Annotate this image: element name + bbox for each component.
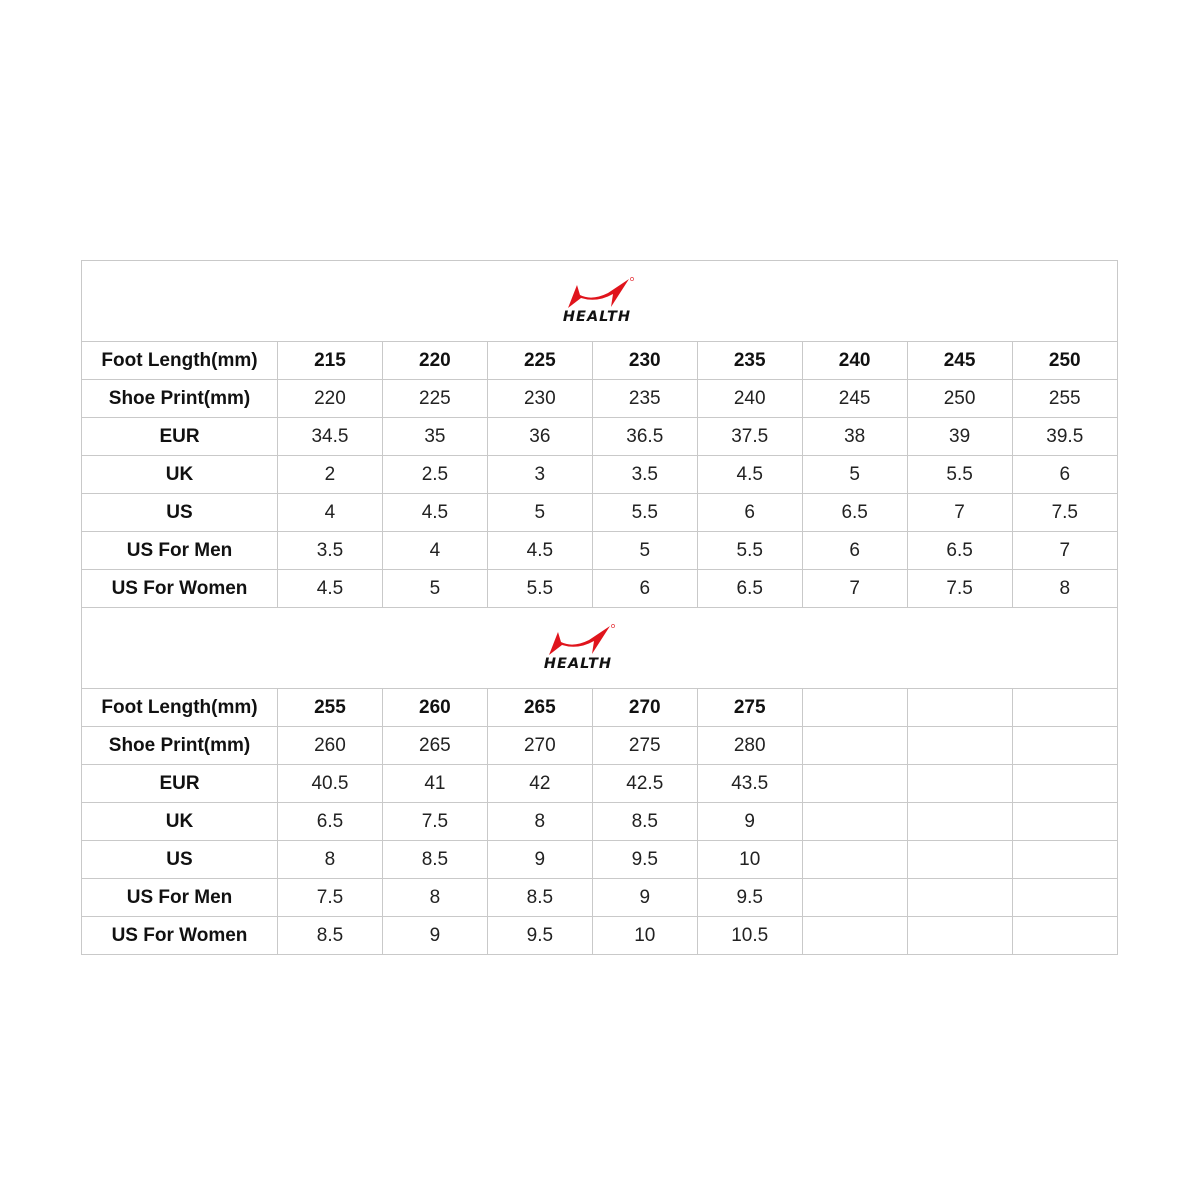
size-cell: 42 [487, 765, 592, 803]
size-cell: 9 [487, 841, 592, 879]
size-cell [1012, 917, 1117, 955]
size-cell: 8 [382, 879, 487, 917]
size-cell: 35 [382, 418, 487, 456]
table-row [82, 727, 1117, 765]
size-cell [1012, 803, 1117, 841]
table-row [82, 380, 1117, 418]
size-cell: 2 [278, 456, 383, 494]
brand-wordmark: HEALTH [543, 656, 612, 672]
size-cell: 9 [697, 803, 802, 841]
size-cell: 265 [487, 689, 592, 727]
size-cell: 10.5 [697, 917, 802, 955]
size-cell [802, 841, 907, 879]
row-label: UK [82, 803, 278, 841]
health-logo-icon [533, 622, 623, 672]
table-row [82, 879, 1117, 917]
size-cell: 10 [592, 917, 697, 955]
size-cell: 7.5 [907, 570, 1012, 608]
size-cell: 8.5 [382, 841, 487, 879]
size-cell: 41 [382, 765, 487, 803]
size-cell [1012, 689, 1117, 727]
table-row [82, 342, 1117, 380]
size-cell: 40.5 [278, 765, 383, 803]
size-cell: 4 [278, 494, 383, 532]
table-row [82, 689, 1117, 727]
size-cell: 6.5 [278, 803, 383, 841]
size-cell: 255 [1012, 380, 1117, 418]
size-cell: 7.5 [382, 803, 487, 841]
table-row [82, 532, 1117, 570]
table-row [82, 841, 1117, 879]
size-cell: 5 [382, 570, 487, 608]
size-cell: 225 [382, 380, 487, 418]
row-label: US For Men [82, 879, 278, 917]
size-cell: 8 [487, 803, 592, 841]
size-cell: 240 [802, 342, 907, 380]
size-cell: 240 [697, 380, 802, 418]
row-label: US For Men [82, 532, 278, 570]
size-cell [907, 803, 1012, 841]
size-cell: 38 [802, 418, 907, 456]
size-cell: 6 [1012, 456, 1117, 494]
brand-wordmark: HEALTH [562, 309, 631, 325]
brand-logo-row [82, 608, 1117, 689]
row-label: US For Women [82, 917, 278, 955]
size-chart [81, 260, 1118, 955]
size-cell: 235 [697, 342, 802, 380]
size-cell: 7.5 [278, 879, 383, 917]
row-label: EUR [82, 418, 278, 456]
size-cell: 6 [697, 494, 802, 532]
size-cell: 265 [382, 727, 487, 765]
size-cell: 9.5 [697, 879, 802, 917]
size-cell [802, 879, 907, 917]
table-row [82, 917, 1117, 955]
size-cell: 4 [382, 532, 487, 570]
size-cell: 260 [278, 727, 383, 765]
size-cell [802, 917, 907, 955]
size-cell: 250 [907, 380, 1012, 418]
size-cell: 4.5 [487, 532, 592, 570]
size-cell: 9 [592, 879, 697, 917]
size-cell: 3 [487, 456, 592, 494]
row-label: UK [82, 456, 278, 494]
size-cell: 9.5 [487, 917, 592, 955]
row-label: Shoe Print(mm) [82, 727, 278, 765]
size-cell: 42.5 [592, 765, 697, 803]
table-row [82, 418, 1117, 456]
size-cell: 250 [1012, 342, 1117, 380]
size-cell [802, 803, 907, 841]
size-cell [907, 765, 1012, 803]
size-cell [907, 879, 1012, 917]
size-cell: 245 [907, 342, 1012, 380]
size-cell [1012, 727, 1117, 765]
row-label: Foot Length(mm) [82, 342, 278, 380]
size-cell [907, 727, 1012, 765]
size-cell: 7 [907, 494, 1012, 532]
brand-logo-row [82, 261, 1117, 342]
size-cell: 275 [697, 689, 802, 727]
size-cell: 5 [487, 494, 592, 532]
size-cell: 5.5 [487, 570, 592, 608]
size-cell: 230 [487, 380, 592, 418]
size-cell: 39.5 [1012, 418, 1117, 456]
size-cell [1012, 879, 1117, 917]
size-cell: 37.5 [697, 418, 802, 456]
size-cell: 6.5 [907, 532, 1012, 570]
size-cell: 8 [1012, 570, 1117, 608]
table-row [82, 803, 1117, 841]
size-cell: 9.5 [592, 841, 697, 879]
size-cell [907, 841, 1012, 879]
size-cell: 39 [907, 418, 1012, 456]
size-cell: 7 [802, 570, 907, 608]
size-cell: 220 [278, 380, 383, 418]
size-cell: 9 [382, 917, 487, 955]
size-cell: 7 [1012, 532, 1117, 570]
health-logo-icon [552, 275, 642, 325]
size-cell: 8.5 [278, 917, 383, 955]
size-cell [1012, 841, 1117, 879]
size-cell: 275 [592, 727, 697, 765]
size-cell: 36.5 [592, 418, 697, 456]
size-cell: 43.5 [697, 765, 802, 803]
size-table-2 [82, 689, 1117, 954]
size-cell: 7.5 [1012, 494, 1117, 532]
row-label: US [82, 841, 278, 879]
size-cell [1012, 765, 1117, 803]
size-cell: 5.5 [697, 532, 802, 570]
size-cell [802, 727, 907, 765]
size-cell: 245 [802, 380, 907, 418]
size-cell: 8.5 [487, 879, 592, 917]
size-cell: 5 [592, 532, 697, 570]
size-cell: 270 [487, 727, 592, 765]
table-row [82, 570, 1117, 608]
row-label: Shoe Print(mm) [82, 380, 278, 418]
size-table-1 [82, 342, 1117, 608]
size-cell: 4.5 [697, 456, 802, 494]
size-cell: 36 [487, 418, 592, 456]
table-row [82, 494, 1117, 532]
row-label: US For Women [82, 570, 278, 608]
size-cell: 220 [382, 342, 487, 380]
size-cell: 6.5 [802, 494, 907, 532]
size-cell [907, 917, 1012, 955]
size-cell: 8.5 [592, 803, 697, 841]
size-cell: 6 [802, 532, 907, 570]
size-cell: 280 [697, 727, 802, 765]
size-cell: 230 [592, 342, 697, 380]
row-label: EUR [82, 765, 278, 803]
size-cell: 6.5 [697, 570, 802, 608]
size-cell: 3.5 [278, 532, 383, 570]
size-cell: 34.5 [278, 418, 383, 456]
size-cell: 215 [278, 342, 383, 380]
row-label: Foot Length(mm) [82, 689, 278, 727]
row-label: US [82, 494, 278, 532]
table-row [82, 456, 1117, 494]
size-cell: 5.5 [907, 456, 1012, 494]
size-cell [907, 689, 1012, 727]
size-cell: 5 [802, 456, 907, 494]
size-cell [802, 689, 907, 727]
size-cell: 5.5 [592, 494, 697, 532]
table-row [82, 765, 1117, 803]
size-cell: 3.5 [592, 456, 697, 494]
size-cell: 6 [592, 570, 697, 608]
size-cell: 8 [278, 841, 383, 879]
size-cell: 270 [592, 689, 697, 727]
size-cell: 4.5 [382, 494, 487, 532]
size-cell: 255 [278, 689, 383, 727]
size-cell [802, 765, 907, 803]
size-cell: 225 [487, 342, 592, 380]
size-cell: 260 [382, 689, 487, 727]
size-cell: 235 [592, 380, 697, 418]
size-cell: 4.5 [278, 570, 383, 608]
size-cell: 10 [697, 841, 802, 879]
size-cell: 2.5 [382, 456, 487, 494]
